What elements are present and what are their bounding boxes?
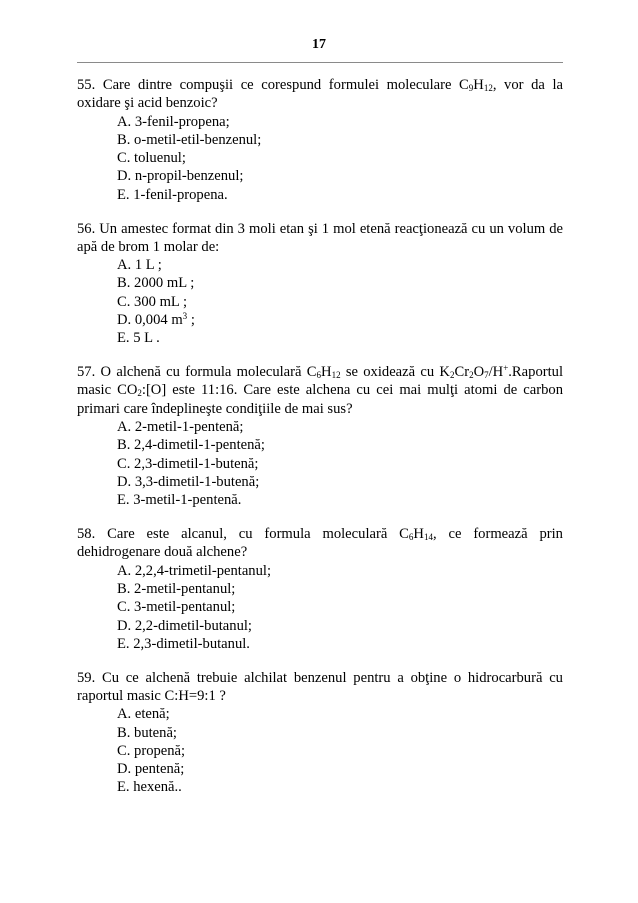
question-57 xyxy=(77,363,563,509)
option-d: D. 2,2-dimetil-butanul; xyxy=(117,617,252,634)
answer-options xyxy=(77,256,563,347)
option-e: E. 1-fenil-propena. xyxy=(117,186,228,203)
option-c: C. toluenul; xyxy=(117,150,186,167)
question-text: 56. Un amestec format din 3 moli etan şi 1 mol etenă reacţionează cu un volum de apă de brom 1 molar de: xyxy=(77,220,563,255)
question-55 xyxy=(77,76,563,204)
option-b: B. 2-metil-pentanul; xyxy=(117,580,236,597)
option-e: E. hexenă.. xyxy=(117,779,182,796)
option-a: A. etenă; xyxy=(117,706,170,723)
option-c: C. propenă; xyxy=(117,742,186,759)
question-text: 57. O alchenă cu formula moleculară $C_6H_{12}$ se oxidează cu $K_2Cr_2O_7/H^+.Raportul$ masic $CO_2:[O]$ este 11:16. Care este alchena cu cei mai mulţi atomi de carbon primari care îndeplineşte condiţiile de mai sus? xyxy=(77,363,564,417)
option-d: D. 3,3-dimetil-1-butenă; xyxy=(117,473,260,490)
option-d: D. 0,004 $m^3$ ; xyxy=(117,311,195,329)
option-a: A. 3-fenil-propena; xyxy=(117,113,230,130)
question-text: 58. Care este alcanul, cu formula moleculară $C_6H_{14}$, ce formează prin dehidrogenare două alchene? xyxy=(77,526,563,561)
option-a: A. 1 L ; xyxy=(117,257,162,274)
header-divider xyxy=(77,62,563,63)
question-56 xyxy=(77,220,563,348)
option-c: C. 2,3-dimetil-1-butenă; xyxy=(117,455,259,472)
answer-options xyxy=(77,113,563,204)
option-b: B. butenă; xyxy=(117,724,177,741)
option-e: E. 3-metil-1-pentenă. xyxy=(117,492,242,509)
page-content xyxy=(77,76,563,812)
question-text: 59. Cu ce alchenă trebuie alchilat benzenul pentru a obţine o hidrocarbură cu raportul masic C:H=9:1 ? xyxy=(77,669,563,704)
option-b: B. o-metil-etil-benzenul; xyxy=(117,131,262,148)
option-a: A. 2-metil-1-pentenă; xyxy=(117,419,244,436)
option-b: B. 2,4-dimetil-1-pentenă; xyxy=(117,437,265,454)
answer-options xyxy=(77,705,563,796)
option-d: D. pentenă; xyxy=(117,761,185,778)
option-c: C. 3-metil-pentanul; xyxy=(117,599,236,616)
question-59 xyxy=(77,669,563,797)
page-number: 17 xyxy=(312,37,326,52)
answer-options xyxy=(77,562,563,653)
option-d: D. n-propil-benzenul; xyxy=(117,168,244,185)
option-b: B. 2000 mL ; xyxy=(117,275,195,292)
option-e: E. 5 L . xyxy=(117,330,160,347)
option-a: A. 2,2,4-trimetil-pentanul; xyxy=(117,562,272,579)
option-c: C. 300 mL ; xyxy=(117,293,187,310)
question-text: 55. Care dintre compuşii ce corespund formulei moleculare $C_9H_{12}$, vor da la oxidare şi acid benzoic? xyxy=(77,77,563,112)
answer-options xyxy=(77,418,563,509)
option-e: E. 2,3-dimetil-butanul. xyxy=(117,635,250,652)
question-58 xyxy=(77,525,563,653)
